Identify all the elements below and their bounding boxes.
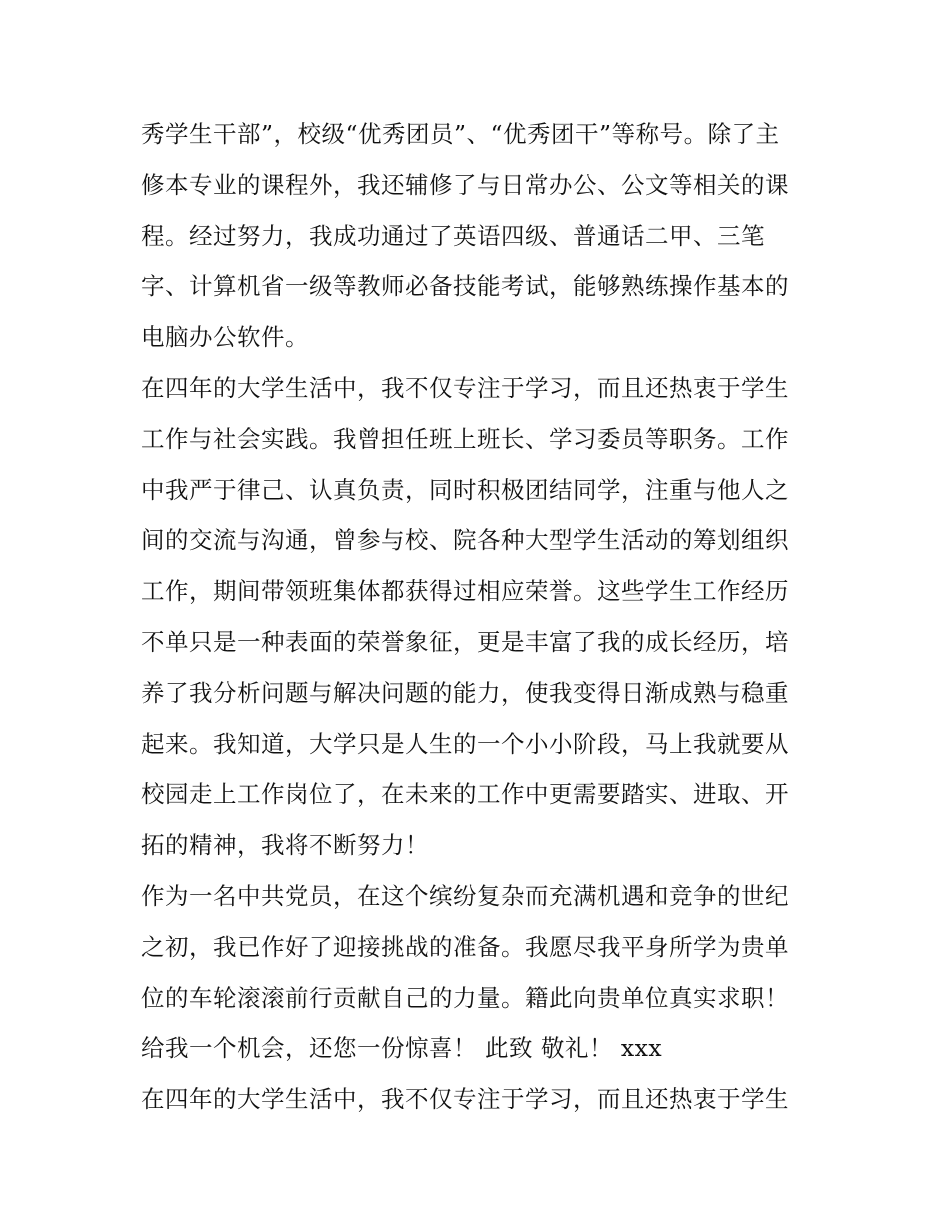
text-line: 修本专业的课程外，我还辅修了与日常办公、公文等相关的课 bbox=[141, 170, 789, 199]
text-line: 字、计算机省一级等教师必备技能考试，能够熟练操作基本的 bbox=[141, 272, 789, 301]
text-line: 电脑办公软件。 bbox=[141, 323, 309, 352]
text-line: 在四年的大学生活中，我不仅专注于学习，而且还热衷于学生 bbox=[141, 1085, 789, 1114]
text-line: 在四年的大学生活中，我不仅专注于学习，而且还热衷于学生 bbox=[141, 373, 789, 402]
body-text bbox=[141, 109, 821, 1125]
text-line: 程。经过努力，我成功通过了英语四级、普通话二甲、三笔 bbox=[141, 221, 765, 250]
text-line: 之初，我已作好了迎接挑战的准备。我愿尽我平身所学为贵单 bbox=[141, 932, 789, 961]
text-line: 不单只是一种表面的荣誉象征，更是丰富了我的成长经历，培 bbox=[141, 627, 789, 656]
text-line: 工作与社会实践。我曾担任班上班长、学习委员等职务。工作 bbox=[141, 424, 789, 453]
text-line: 给我一个机会，还您一份惊喜！ 此致 敬礼！ xxx bbox=[141, 1034, 663, 1063]
text-line: 作为一名中共党员，在这个缤纷复杂而充满机遇和竞争的世纪 bbox=[141, 881, 789, 910]
text-line: 秀学生干部”，校级“优秀团员”、“优秀团干”等称号。除了主 bbox=[141, 120, 780, 148]
text-line: 拓的精神，我将不断努力！ bbox=[141, 831, 429, 860]
text-line: 位的车轮滚滚前行贡献自己的力量。籍此向贵单位真实求职！ bbox=[141, 983, 789, 1012]
text-line: 校园走上工作岗位了，在未来的工作中更需要踏实、进取、开 bbox=[141, 780, 789, 809]
text-line: 中我严于律己、认真负责，同时积极团结同学，注重与他人之 bbox=[141, 475, 789, 504]
text-line: 工作，期间带领班集体都获得过相应荣誉。这些学生工作经历 bbox=[141, 577, 789, 606]
text-line: 起来。我知道，大学只是人生的一个小小阶段，马上我就要从 bbox=[141, 729, 789, 758]
text-line: 养了我分析问题与解决问题的能力，使我变得日渐成熟与稳重 bbox=[141, 678, 789, 707]
text-line: 间的交流与沟通，曾参与校、院各种大型学生活动的筹划组织 bbox=[141, 526, 789, 555]
